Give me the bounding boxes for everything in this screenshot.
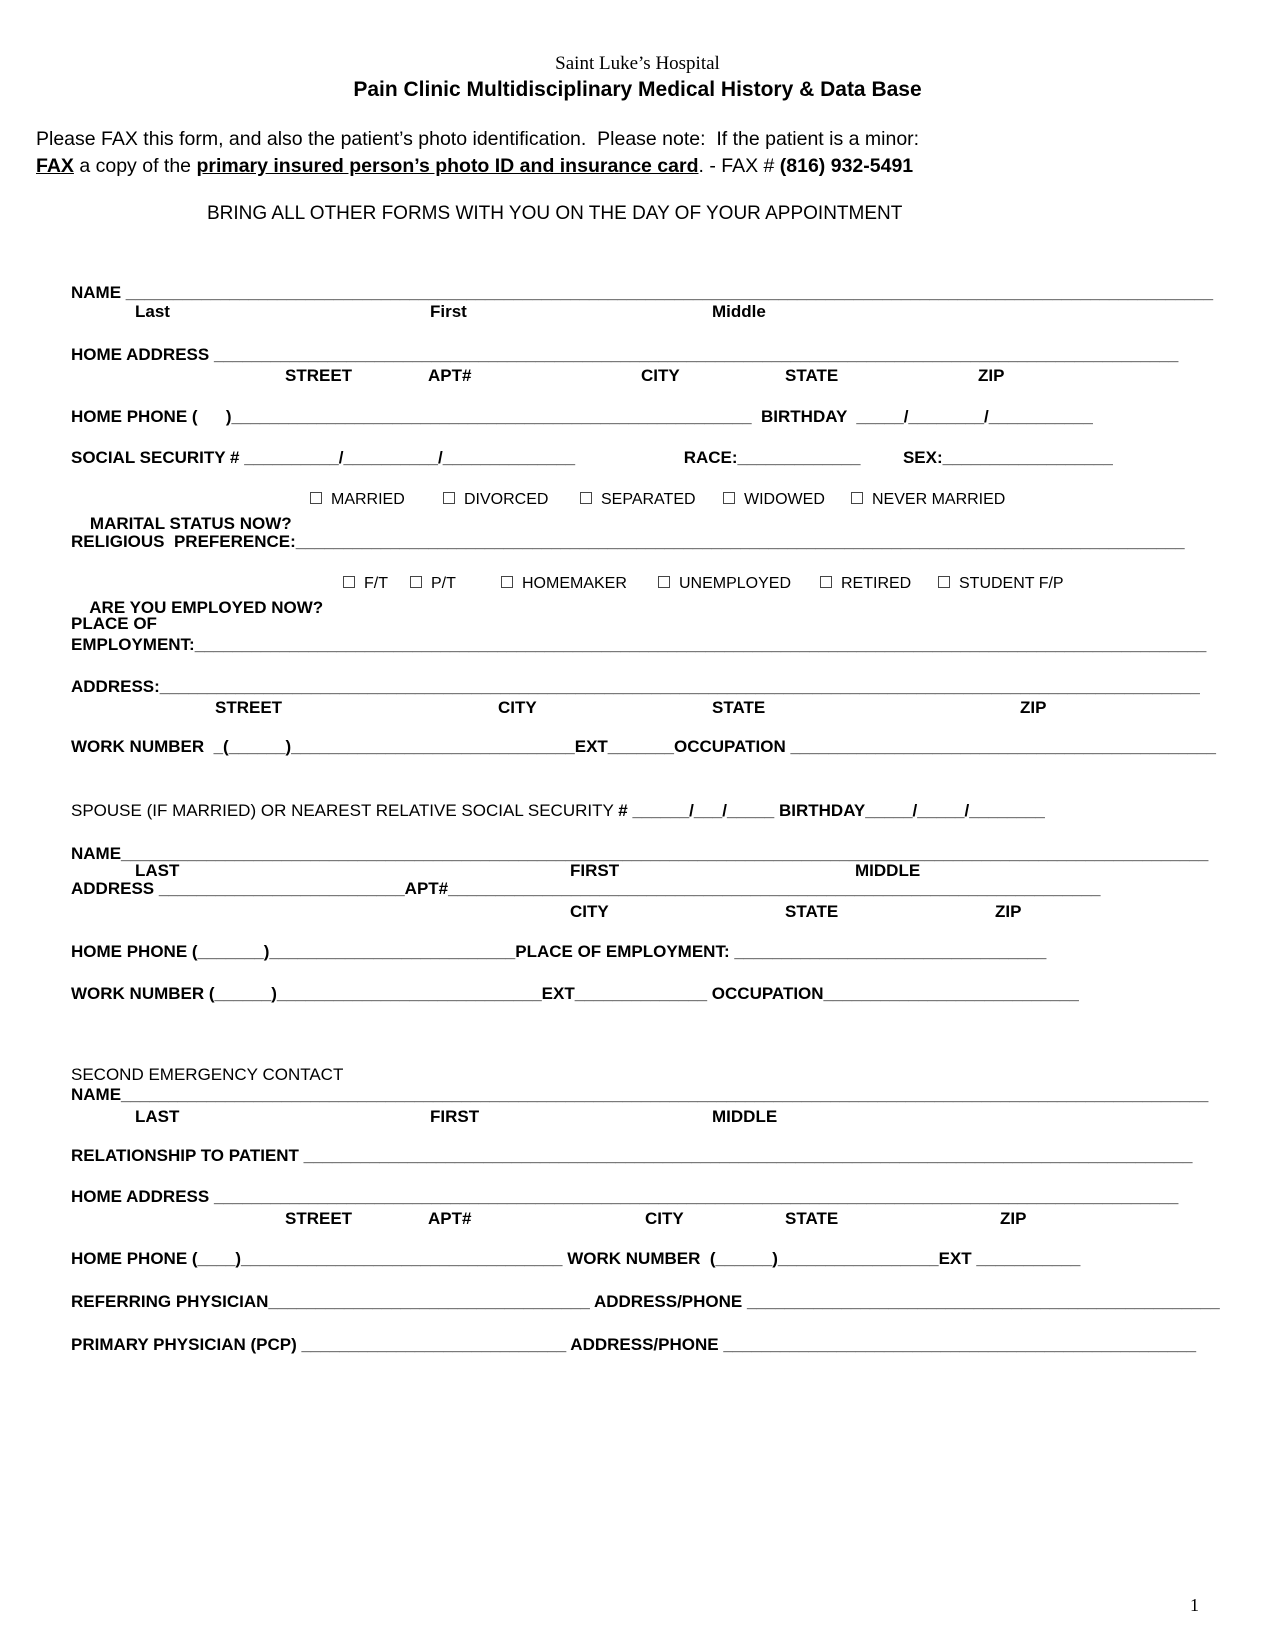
- marital-option-divorced: [443, 488, 548, 512]
- emergency-name-sublabels: [71, 1106, 1134, 1128]
- checkbox-icon[interactable]: [410, 576, 422, 588]
- spouse-address-row: ADDRESS __________________________APT#_____________________________________________________________________: [71, 879, 1101, 898]
- primary-physician-row: PRIMARY PHYSICIAN (PCP) ____________________________ ADDRESS/PHONE __________________________________________________: [71, 1335, 1197, 1354]
- label-last: LAST: [135, 861, 180, 880]
- option-label: P/T: [431, 575, 456, 592]
- employed-option-retired: [820, 572, 911, 596]
- label-zip: ZIP: [1000, 1209, 1027, 1228]
- label-zip: ZIP: [995, 902, 1022, 921]
- checkbox-icon[interactable]: [580, 492, 592, 504]
- label-zip: ZIP: [1020, 698, 1047, 717]
- option-label: DIVORCED: [464, 491, 549, 508]
- marital-question: MARITAL STATUS NOW?: [89, 514, 292, 533]
- emergency-address-sublabels: [71, 1208, 1134, 1230]
- fax-sep-text: . - FAX #: [698, 155, 780, 177]
- marital-option-married: [310, 488, 405, 512]
- label-last: LAST: [135, 1107, 180, 1126]
- checkbox-icon[interactable]: [851, 492, 863, 504]
- employed-now-row: [71, 572, 1134, 617]
- patient-work-number-row: WORK NUMBER _(______)______________________________EXT_______OCCUPATION _____________________________________________: [71, 737, 1216, 756]
- option-label: MARRIED: [331, 491, 405, 508]
- spouse-ssn-birthday: # ______/___/_____ BIRTHDAY_____/_____/________: [618, 801, 1045, 820]
- checkbox-icon[interactable]: [658, 576, 670, 588]
- checkbox-icon[interactable]: [443, 492, 455, 504]
- fax-word: FAX: [36, 155, 74, 177]
- employment-address-row: ADDRESS:______________________________________________________________________________________________________________: [71, 677, 1200, 696]
- checkbox-icon[interactable]: [310, 492, 322, 504]
- label-state: STATE: [785, 1209, 839, 1228]
- label-city: CITY: [498, 698, 537, 717]
- label-first: First: [430, 302, 467, 321]
- fax-instructions-line2: [36, 153, 913, 179]
- fax-instructions-line1: Please FAX this form, and also the patient’s photo identification. Please note: If the patient is a minor:: [36, 128, 920, 150]
- patient-home-address-row: HOME ADDRESS ______________________________________________________________________________________________________: [71, 345, 1179, 364]
- spouse-intro-row: [71, 799, 1134, 823]
- label-street: STREET: [215, 698, 283, 717]
- label-state: STATE: [712, 698, 766, 717]
- label-state: STATE: [785, 366, 839, 385]
- label-state: STATE: [785, 902, 839, 921]
- checkbox-icon[interactable]: [501, 576, 513, 588]
- option-label: HOMEMAKER: [522, 575, 627, 592]
- insured-card-underline: primary insured person’s photo ID and insurance card: [196, 155, 699, 177]
- patient-phone-birthday-row: HOME PHONE ( )_______________________________________________________ BIRTHDAY _____/________/___________: [71, 407, 1093, 426]
- employment-address-sublabels: [71, 697, 1134, 719]
- bring-forms-line: BRING ALL OTHER FORMS WITH YOU ON THE DAY OF YOUR APPOINTMENT: [207, 203, 903, 224]
- employed-option-ft: [343, 572, 388, 596]
- employed-option-unemployed: [658, 572, 791, 596]
- emergency-name-row: NAME___________________________________________________________________________________________________________________: [71, 1085, 1209, 1104]
- option-label: RETIRED: [841, 575, 912, 592]
- employed-option-homemaker: [501, 572, 627, 596]
- checkbox-icon[interactable]: [938, 576, 950, 588]
- option-label: UNEMPLOYED: [679, 575, 792, 592]
- option-label: WIDOWED: [744, 491, 825, 508]
- checkbox-icon[interactable]: [343, 576, 355, 588]
- label-street: STREET: [285, 1209, 353, 1228]
- emergency-home-address-row: HOME ADDRESS ______________________________________________________________________________________________________: [71, 1187, 1179, 1206]
- employed-option-student: [938, 572, 1064, 596]
- label-last: Last: [135, 302, 170, 321]
- label-middle: MIDDLE: [855, 861, 921, 880]
- patient-address-sublabels: [71, 365, 1134, 387]
- checkbox-icon[interactable]: [820, 576, 832, 588]
- option-label: NEVER MARRIED: [872, 491, 1006, 508]
- marital-option-never-married: [851, 488, 1005, 512]
- marital-status-row: [71, 488, 1134, 533]
- spouse-address-sublabels: [71, 901, 1134, 923]
- label-city: CITY: [570, 902, 609, 921]
- patient-name-sublabels: [71, 301, 1134, 323]
- relationship-row: RELATIONSHIP TO PATIENT ______________________________________________________________________________________________: [71, 1146, 1193, 1165]
- employed-option-pt: [410, 572, 456, 596]
- marital-option-widowed: [723, 488, 825, 512]
- fax-mid-text: a copy of the: [73, 155, 197, 177]
- patient-ssn-race-sex-row: SOCIAL SECURITY # __________/__________/______________ RACE:_____________ SEX:__________________: [71, 448, 1113, 467]
- employed-question: ARE YOU EMPLOYED NOW?: [89, 598, 324, 617]
- place-of-label: PLACE OF: [71, 614, 157, 633]
- fax-number: (816) 932-5491: [779, 155, 914, 177]
- label-middle: MIDDLE: [712, 1107, 778, 1126]
- label-first: FIRST: [570, 861, 620, 880]
- form-title: Pain Clinic Multidisciplinary Medical History & Data Base: [353, 78, 922, 101]
- marital-option-separated: [580, 488, 696, 512]
- label-city: CITY: [641, 366, 680, 385]
- emergency-phone-work-row: HOME PHONE (____)__________________________________ WORK NUMBER (______)_________________EXT ___________: [71, 1249, 1081, 1268]
- label-city: CITY: [645, 1209, 684, 1228]
- religious-preference-row: RELIGIOUS PREFERENCE:______________________________________________________________________________________________: [71, 532, 1185, 551]
- spouse-name-row: NAME___________________________________________________________________________________________________________________: [71, 844, 1209, 863]
- page-number: 1: [1190, 1595, 1199, 1615]
- label-street: STREET: [285, 366, 353, 385]
- hospital-name: Saint Luke’s Hospital: [555, 53, 720, 74]
- label-apt: APT#: [428, 1209, 472, 1228]
- label-middle: Middle: [712, 302, 766, 321]
- option-label: STUDENT F/P: [959, 575, 1064, 592]
- option-label: F/T: [364, 575, 388, 592]
- spouse-home-phone-row: HOME PHONE (_______)__________________________PLACE OF EMPLOYMENT: _________________________________: [71, 942, 1047, 961]
- label-zip: ZIP: [978, 366, 1005, 385]
- checkbox-icon[interactable]: [723, 492, 735, 504]
- spouse-work-number-row: WORK NUMBER (______)____________________________EXT______________ OCCUPATION___________________________: [71, 984, 1079, 1003]
- label-apt: APT#: [428, 366, 472, 385]
- employment-row: EMPLOYMENT:___________________________________________________________________________________________________________: [71, 635, 1207, 654]
- referring-physician-row: REFERRING PHYSICIAN__________________________________ ADDRESS/PHONE __________________________________________________: [71, 1292, 1220, 1311]
- label-first: FIRST: [430, 1107, 480, 1126]
- spouse-intro-text: SPOUSE (IF MARRIED) OR NEAREST RELATIVE SOCIAL SECURITY: [71, 801, 619, 820]
- option-label: SEPARATED: [601, 491, 696, 508]
- emergency-contact-heading: SECOND EMERGENCY CONTACT: [71, 1065, 344, 1084]
- patient-name-row: NAME ___________________________________________________________________________________________________________________: [71, 283, 1214, 302]
